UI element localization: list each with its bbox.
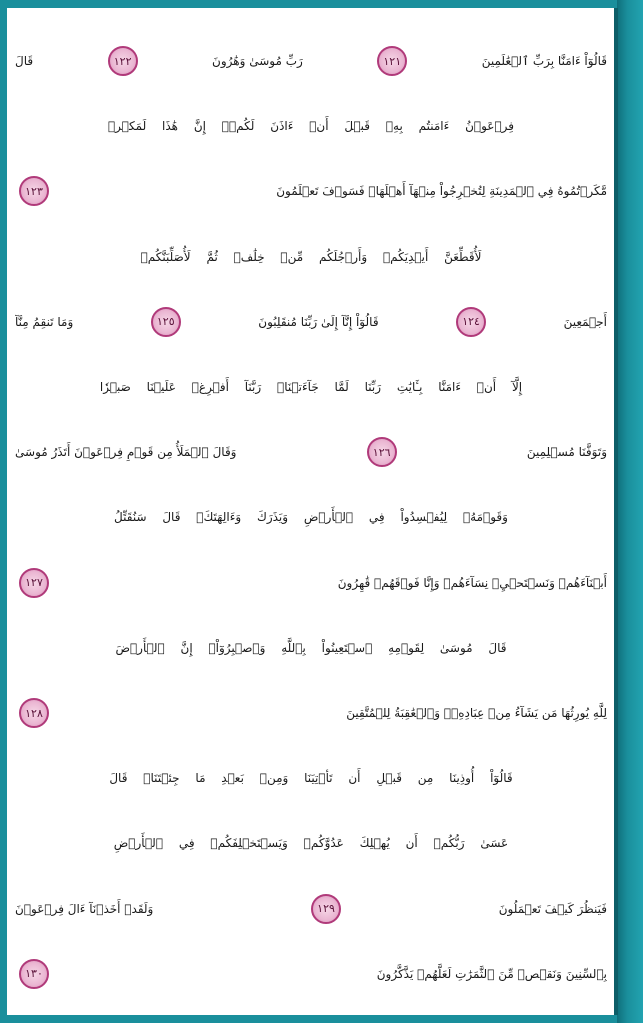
ayah-number-marker: ١٢٦ — [367, 437, 397, 467]
ayah-number-marker: ١٢٩ — [311, 894, 341, 924]
ayah-number-marker: ١٢٥ — [151, 307, 181, 337]
verse-text: قَالُوٓاْ ءَامَنَّا بِرَبِّ ٱلۡعَٰلَمِينَ — [481, 54, 607, 68]
page-edge-shadow — [614, 8, 618, 1015]
verse-text: قَالَ مُوسَىٰ لِقَوۡمِهِ ٱسۡتَعِينُواْ بِٱللَّهِ وَٱصۡبِرُوٓاْۖ إِنَّ ٱلۡأَرۡضَ — [115, 640, 507, 655]
verse-line — [15, 812, 607, 874]
verse-line — [15, 95, 607, 157]
verse-text: قَالُوٓاْ إِنَّآ إِلَىٰ رَبِّنَا مُنقَلِبُونَ — [258, 314, 379, 329]
verse-text: أَبۡنَآءَهُمۡ وَنَسۡتَحۡيِۦ نِسَآءَهُمۡ وَإِنَّا فَوۡقَهُمۡ قَٰهِرُونَ — [337, 575, 607, 590]
verse-text: وَتَوَفَّنَا مُسۡلِمِينَ — [526, 445, 607, 460]
verse-text: إِلَّآ أَنۡ ءَامَنَّا بِـَٔايَٰتِ رَبِّنَا لَمَّا جَآءَتۡنَاۚ رَبَّنَآ أَفۡرِغۡ عَلَيۡنَا صَبۡرٗا — [99, 380, 523, 394]
frame-border-top — [0, 0, 643, 8]
verse-line — [15, 747, 607, 809]
verse-line — [15, 421, 607, 483]
verse-text: لِلَّهِ يُورِثُهَا مَن يَشَآءُ مِنۡ عِبَادِهِۦۖ وَٱلۡعَٰقِبَةُ لِلۡمُتَّقِينَ — [346, 706, 607, 720]
verse-text: فَيَنظُرَ كَيۡفَ تَعۡمَلُونَ — [498, 901, 607, 916]
verse-text: قَالُوٓاْ أُوذِينَا مِن قَبۡلِ أَن تَأۡتِيَنَا وَمِنۢ بَعۡدِ مَا جِئۡتَنَاۚ قَالَ — [109, 771, 513, 786]
verse-text: وَقَالَ ٱلۡمَلَأُ مِن قَوۡمِ فِرۡعَوۡنَ أَتَذَرُ مُوسَىٰ — [15, 445, 237, 460]
verse-line — [15, 486, 607, 548]
verse-line — [15, 552, 607, 614]
verse-line — [15, 943, 607, 1005]
verse-line — [15, 682, 607, 744]
page-edge-right — [617, 0, 643, 1023]
verse-text: فِرۡعَوۡنُ ءَامَنتُم بِهِۦ قَبۡلَ أَنۡ ءَاذَنَ لَكُمۡۖ إِنَّ هَٰذَا لَمَكۡرٞ — [107, 119, 515, 134]
verse-text: وَمَا تَنقِمُ مِنَّآ — [15, 314, 74, 329]
mushaf-page — [7, 8, 614, 1015]
verse-line — [15, 356, 607, 418]
verse-line — [15, 160, 607, 222]
verse-text: وَقَوۡمَهُۥ لِيُفۡسِدُواْ فِي ٱلۡأَرۡضِ وَيَذَرَكَ وَءَالِهَتَكَۚ قَالَ سَنُقَتِّلُ — [114, 510, 508, 525]
ayah-number-marker: ١٢٤ — [456, 307, 486, 337]
verse-text: بِٱلسِّنِينَ وَنَقۡصٖ مِّنَ ٱلثَّمَرَٰتِ لَعَلَّهُمۡ يَذَّكَّرُونَ — [376, 966, 607, 981]
verse-text: لَأُقَطِّعَنَّ أَيۡدِيَكُمۡ وَأَرۡجُلَكُم مِّنۡ خِلَٰفٖ ثُمَّ لَأُصَلِّبَنَّكُمۡ — [140, 249, 482, 264]
verse-text: وَلَقَدۡ أَخَذۡنَآ ءَالَ فِرۡعَوۡنَ — [15, 901, 154, 916]
verse-line — [15, 617, 607, 679]
verse-line — [15, 878, 607, 940]
frame-border-bottom — [0, 1015, 643, 1023]
verse-text: مَّكَرۡتُمُوهُ فِي ٱلۡمَدِينَةِ لِتُخۡرِجُواْ مِنۡهَآ أَهۡلَهَاۖ فَسَوۡفَ تَعۡلَمُونَ — [276, 184, 607, 199]
frame-border-left — [0, 0, 7, 1023]
ayah-number-marker: ١٢١ — [377, 46, 407, 76]
ayah-number-marker: ١٢٢ — [108, 46, 138, 76]
verse-text: رَبِّ مُوسَىٰ وَهَٰرُونَ — [212, 54, 303, 68]
verse-line — [15, 291, 607, 353]
ayah-number-marker: ١٣٠ — [19, 959, 49, 989]
verse-line — [15, 226, 607, 288]
verse-line — [15, 30, 607, 92]
verse-text: أَجۡمَعِينَ — [563, 314, 607, 329]
verse-text: قَالَ — [15, 54, 34, 68]
ayah-number-marker: ١٢٣ — [19, 176, 49, 206]
ayah-number-marker: ١٢٧ — [19, 568, 49, 598]
text-lines — [15, 30, 607, 1010]
verse-text: عَسَىٰ رَبُّكُمۡ أَن يُهۡلِكَ عَدُوَّكُمۡ وَيَسۡتَخۡلِفَكُمۡ فِي ٱلۡأَرۡضِ — [113, 836, 509, 851]
ayah-number-marker: ١٢٨ — [19, 698, 49, 728]
